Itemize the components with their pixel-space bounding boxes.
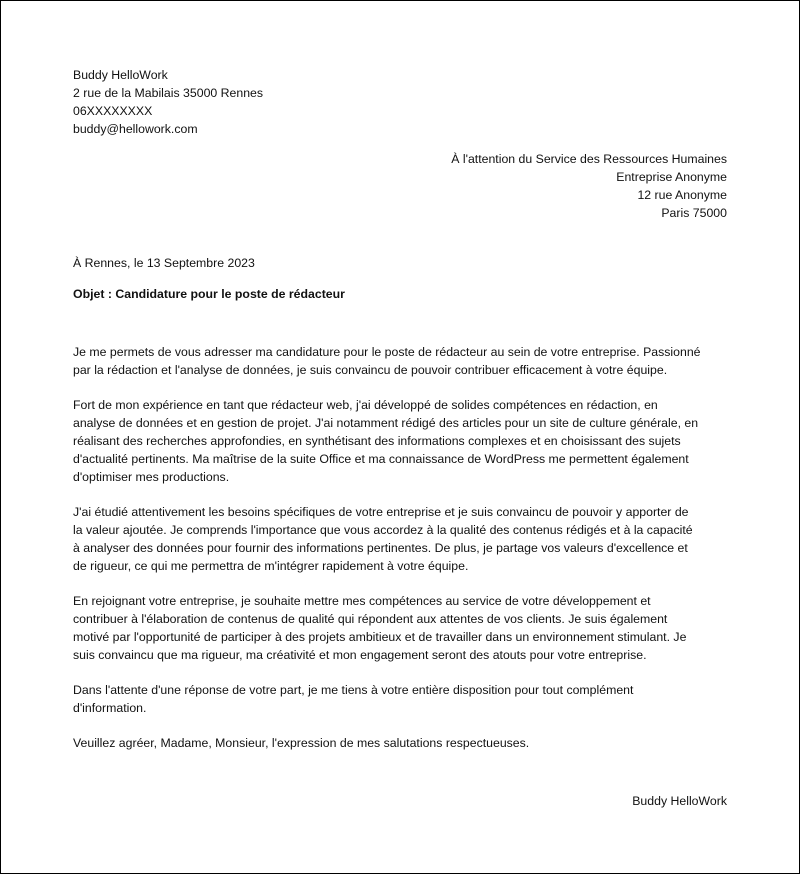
- paragraph-line: Je me permets de vous adresser ma candidature pour le poste de rédacteur au sein de votre entreprise. Passionné: [73, 345, 701, 359]
- paragraph: [73, 396, 729, 486]
- paragraph-line: d'actualité pertinents. Ma maîtrise de la suite Office et ma connaissance de WordPress me permettent également: [73, 452, 689, 466]
- sender-name: Buddy HelloWork: [73, 68, 168, 82]
- recipient-attention: À l'attention du Service des Ressources Humaines: [451, 152, 727, 166]
- sender-block: [73, 66, 473, 138]
- paragraph: [73, 681, 729, 717]
- paragraph-line: motivé par l'opportunité de participer à des projets ambitieux et de travailler dans un environnement stimulant. Je: [73, 630, 687, 644]
- paragraph-line: En rejoignant votre entreprise, je souhaite mettre mes compétences au service de votre développement et: [73, 594, 651, 608]
- paragraph: [73, 592, 729, 664]
- paragraph-line: suis convaincu que ma rigueur, ma créativité et mon engagement seront des atouts pour votre entreprise.: [73, 648, 647, 662]
- signature: Buddy HelloWork: [632, 794, 727, 808]
- paragraph-line: analyse de données et en gestion de projet. J'ai notamment rédigé des articles pour un site de culture générale, en: [73, 416, 699, 430]
- letter-subject: Objet : Candidature pour le poste de rédacteur: [73, 287, 345, 301]
- recipient-city: Paris 75000: [661, 206, 727, 220]
- paragraph-line: d'information.: [73, 701, 147, 715]
- paragraph: [73, 503, 729, 575]
- paragraph-line: réalisant des recherches approfondies, en synthétisant des informations complexes et en choisissant des sujets: [73, 434, 681, 448]
- paragraph-line: d'optimiser mes productions.: [73, 470, 230, 484]
- paragraph-line: Dans l'attente d'une réponse de votre part, je me tiens à votre entière disposition pour tout complément: [73, 683, 634, 697]
- paragraph: [73, 343, 729, 379]
- letter-date: À Rennes, le 13 Septembre 2023: [73, 256, 255, 270]
- sender-email: buddy@hellowork.com: [73, 122, 198, 136]
- recipient-street: 12 rue Anonyme: [637, 188, 727, 202]
- sender-address: 2 rue de la Mabilais 35000 Rennes: [73, 86, 264, 100]
- letter-body: [73, 343, 729, 769]
- paragraph-line: Veuillez agréer, Madame, Monsieur, l'expression de mes salutations respectueuses.: [73, 736, 530, 750]
- recipient-block: [327, 150, 727, 222]
- paragraph-line: à analyser des données pour fournir des informations pertinentes. De plus, je partage vos valeurs d'excellence et: [73, 541, 688, 555]
- paragraph-line: la valeur ajoutée. Je comprends l'importance que vous accordez à la qualité des contenus rédigés et à la capacité: [73, 523, 693, 537]
- paragraph-line: par la rédaction et l'analyse de données, je suis convaincu de pouvoir contribuer efficacement à votre équipe.: [73, 363, 668, 377]
- paragraph-line: Fort de mon expérience en tant que rédacteur web, j'ai développé de solides compétences en rédaction, en: [73, 398, 658, 412]
- paragraph-line: J'ai étudié attentivement les besoins spécifiques de votre entreprise et je suis convaincu de pouvoir y apporter de: [73, 505, 689, 519]
- paragraph-line: contribuer à l'élaboration de contenus de qualité qui répondent aux attentes de vos clients. Je suis également: [73, 612, 668, 626]
- recipient-company: Entreprise Anonyme: [616, 170, 727, 184]
- sender-phone: 06XXXXXXXX: [73, 104, 153, 118]
- paragraph-line: de rigueur, ce qui me permettra de m'intégrer rapidement à votre équipe.: [73, 559, 469, 573]
- paragraph: [73, 734, 729, 752]
